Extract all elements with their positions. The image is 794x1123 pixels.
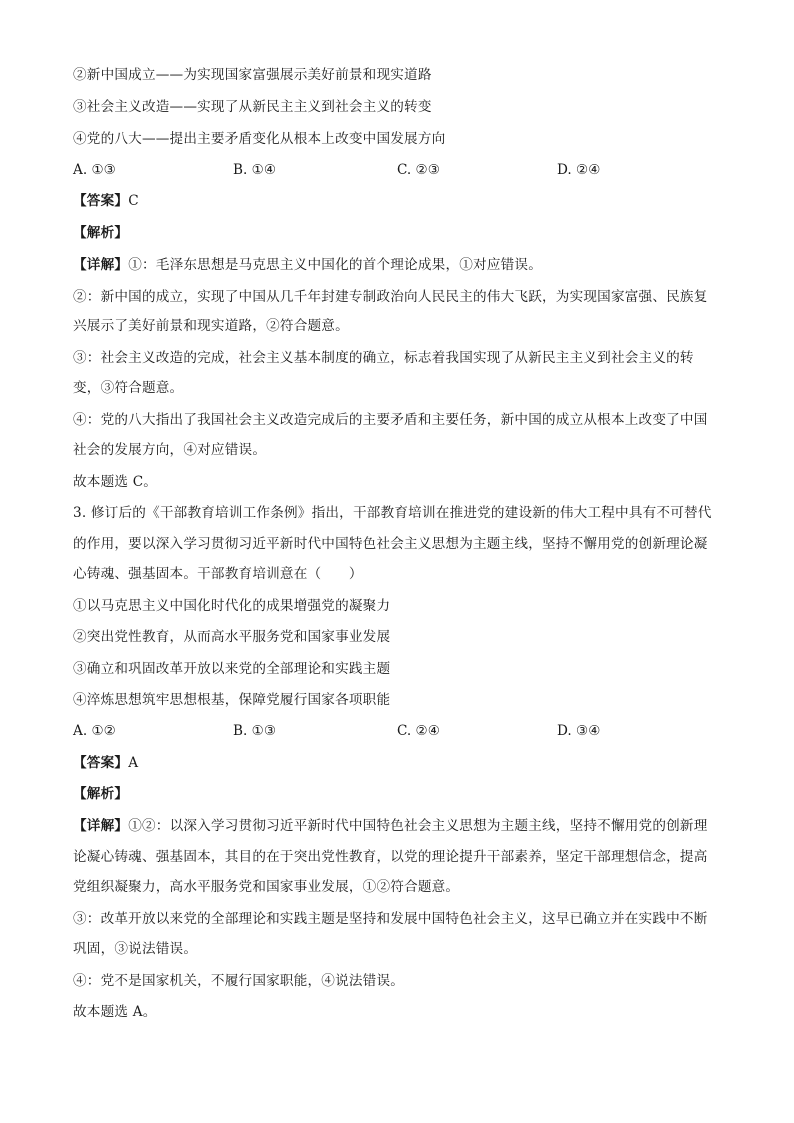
q2-item-4: ④党的八大——提出主要矛盾变化从根本上改变中国发展方向 — [73, 131, 446, 147]
q3-detail-2: 论凝心铸魂、强基固本，其目的在于突出党性教育，以党的理论提升干部素养，坚定干部理想信念，提高 — [73, 849, 708, 865]
q2-answer-value: C — [128, 193, 139, 209]
q2-detail-2: ②：新中国的成立，实现了中国从几千年封建专制政治向人民民主的伟大飞跃，为实现国家富强、民族复 — [73, 289, 708, 305]
q3-item-1: ①以马克思主义中国化时代化的成果增强党的凝聚力 — [73, 598, 391, 614]
q2-detail-6: ④：党的八大指出了我国社会主义改造完成后的主要矛盾和主要任务，新中国的成立从根本上改变了中国 — [73, 412, 708, 428]
q3-analysis-heading — [73, 784, 733, 804]
q2-options — [73, 160, 733, 180]
q3-analysis-label: 【解析】 — [73, 786, 129, 802]
q2-option-b: B. ①④ — [233, 162, 277, 178]
q3-option-a: A. ①② — [73, 723, 116, 739]
q2-conclusion: 故本题选 C。 — [73, 474, 158, 490]
q2-option-a: A. ①③ — [73, 162, 116, 178]
q3-option-c: C. ②④ — [397, 723, 440, 739]
q2-answer-label: 【答案】 — [73, 193, 129, 209]
q3-stem-2: 的作用，要以深入学习贯彻习近平新时代中国特色社会主义思想为主题主线，坚持不懈用党的创新理论凝 — [73, 536, 708, 552]
q3-answer-label: 【答案】 — [73, 755, 129, 771]
q3-detail-6: ④：党不是国家机关，不履行国家职能，④说法错误。 — [73, 973, 405, 989]
q3-item-4: ④淬炼思想筑牢思想根基，保障党履行国家各项职能 — [73, 692, 391, 708]
q3-detail-4: ③：改革开放以来党的全部理论和实践主题是坚持和发展中国特色社会主义，这早已确立并在实践中不断 — [73, 911, 708, 927]
q3-detail-3: 党组织凝聚力，高水平服务党和国家事业发展，①②符合题意。 — [73, 879, 460, 895]
q3-item-3: ③确立和巩固改革开放以来党的全部理论和实践主题 — [73, 661, 391, 677]
q3-stem-1: 3. 修订后的《干部教育培训工作条例》指出，干部教育培训在推进党的建设新的伟大工程中具有不可替代 — [73, 505, 712, 521]
q2-option-c: C. ②③ — [397, 162, 440, 178]
q2-analysis-label: 【解析】 — [73, 225, 129, 241]
q3-detail-text-1: ①②：以深入学习贯彻习近平新时代中国特色社会主义思想为主题主线，坚持不懈用党的创新理 — [128, 818, 708, 834]
q3-options — [73, 721, 733, 741]
q3-detail-1 — [73, 816, 733, 836]
q2-detail-text-1: ①：毛泽东思想是马克思主义中国化的首个理论成果，①对应错误。 — [128, 257, 542, 273]
q2-analysis-heading — [73, 223, 733, 243]
q2-detail-5: 变，③符合题意。 — [73, 380, 184, 396]
q3-stem-3: 心铸魂、强基固本。干部教育培训意在（ ） — [73, 566, 363, 582]
q2-detail-1 — [73, 255, 733, 275]
q2-option-d: D. ②④ — [557, 162, 601, 178]
q3-option-b: B. ①③ — [233, 723, 277, 739]
q3-detail-label: 【详解】 — [73, 818, 129, 834]
q2-detail-3: 兴展示了美好前景和现实道路，②符合题意。 — [73, 318, 349, 334]
q3-answer-value: A — [128, 755, 139, 771]
q2-detail-label: 【详解】 — [73, 257, 129, 273]
q3-item-2: ②突出党性教育，从而高水平服务党和国家事业发展 — [73, 629, 391, 645]
q2-item-3: ③社会主义改造——实现了从新民主主义到社会主义的转变 — [73, 99, 432, 115]
q2-detail-7: 社会的发展方向，④对应错误。 — [73, 442, 267, 458]
q3-answer — [73, 753, 733, 773]
q2-answer — [73, 191, 733, 211]
q3-option-d: D. ③④ — [557, 723, 601, 739]
q3-detail-5: 巩固，③说法错误。 — [73, 941, 198, 957]
q3-conclusion: 故本题选 A。 — [73, 1004, 157, 1020]
q2-item-2: ②新中国成立——为实现国家富强展示美好前景和现实道路 — [73, 67, 432, 83]
q2-detail-4: ③：社会主义改造的完成，社会主义基本制度的确立，标志着我国实现了从新民主主义到社会主义的转 — [73, 350, 694, 366]
